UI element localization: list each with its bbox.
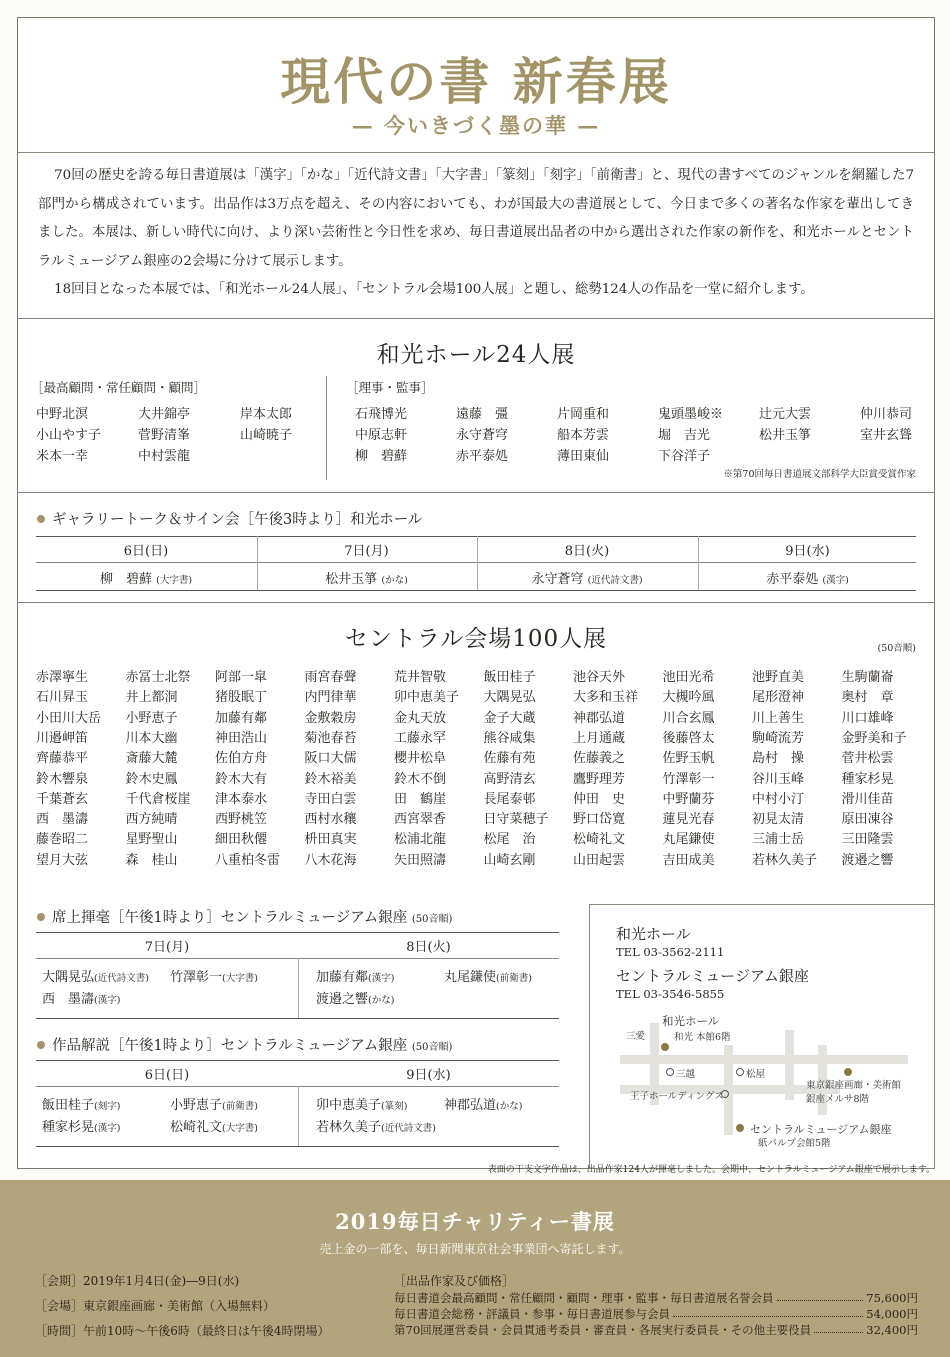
central-name: 千葉蒼玄 bbox=[36, 791, 89, 807]
charity-venue: ［会場］東京銀座画廊・美術館（入場無料） bbox=[35, 1299, 276, 1313]
central-name: 菅井松雲 bbox=[841, 751, 894, 767]
wako-name: 菅野清峯 bbox=[138, 428, 191, 443]
wako-left-group-label: ［最高顧問・常任顧問・顧問］ bbox=[31, 380, 207, 395]
genre-tag: (大字書) bbox=[156, 575, 193, 586]
central-name: 野口岱寛 bbox=[573, 812, 626, 828]
central-name: 若林久美子 bbox=[752, 852, 818, 868]
central-name: 山崎玄剛 bbox=[483, 852, 536, 868]
divider bbox=[36, 1018, 559, 1019]
event-artist bbox=[42, 966, 149, 985]
wako-name: 仲川恭司 bbox=[860, 407, 913, 422]
divider bbox=[36, 562, 916, 563]
gallery-talk-artist bbox=[477, 568, 697, 587]
central-name: 滑川佳苗 bbox=[841, 791, 894, 807]
central-name: 熊谷咸集 bbox=[483, 730, 536, 746]
central-name: 田 鶴崖 bbox=[394, 791, 447, 807]
genre-tag: (かな) bbox=[381, 575, 408, 586]
footnote: 表面の干支文字作品は、出品作家124人が揮毫しました。会期中、セントラルミュージアム銀座で展示します。 bbox=[487, 1165, 935, 1175]
price-value: 54,000円 bbox=[866, 1307, 918, 1321]
central-name: 小田川大岳 bbox=[36, 710, 102, 726]
central-name: 種家杉晃 bbox=[841, 771, 894, 787]
map-label-central-sub: 紙パルプ会館5階 bbox=[758, 1138, 831, 1149]
event-artist bbox=[170, 1094, 258, 1113]
wako-name: 中野北溟 bbox=[36, 407, 89, 422]
central-name: 雨宮春聲 bbox=[304, 670, 357, 685]
event-artist bbox=[170, 966, 258, 985]
artist-name: 飯田桂子 bbox=[42, 1098, 95, 1113]
central-name: 三浦士岳 bbox=[752, 832, 805, 848]
artist-name: 渡邉之響 bbox=[316, 992, 369, 1007]
central-name: 西野桃笠 bbox=[215, 812, 268, 828]
divider bbox=[698, 536, 699, 590]
genre-tag: (前衛書) bbox=[496, 973, 532, 984]
central-name: 生駒蘭崙 bbox=[841, 670, 894, 685]
central-name: 日守菜穂子 bbox=[483, 812, 549, 828]
central-name: 池田光希 bbox=[662, 670, 715, 685]
artist-name: 西 墨濤 bbox=[42, 992, 95, 1007]
bullet-icon bbox=[37, 1041, 45, 1049]
genre-tag: (前衛書) bbox=[222, 1101, 258, 1112]
central-name: 八木花海 bbox=[304, 852, 357, 868]
price-row bbox=[394, 1306, 918, 1322]
event-date: 9日(水) bbox=[406, 1068, 451, 1083]
wako-name: 下谷洋子 bbox=[658, 449, 711, 464]
central-name: 斎藤大麓 bbox=[125, 751, 178, 767]
wako-name: 岸本太郎 bbox=[240, 407, 293, 422]
artist-name: 柳 碧蘚 bbox=[99, 572, 157, 587]
map-label-wako-sub: 和光 本館6階 bbox=[674, 1032, 731, 1043]
map-label-wako: 和光ホール bbox=[662, 1014, 720, 1028]
wako-name: 鬼頭墨峻※ bbox=[658, 407, 724, 422]
central-name: 大多和玉祥 bbox=[573, 690, 639, 706]
central-name: 佐野玉帆 bbox=[662, 751, 715, 767]
artist-name: 赤平泰処 bbox=[766, 572, 823, 587]
central-name: 石川昇玉 bbox=[36, 690, 89, 706]
map-label-matsuya: 松屋 bbox=[746, 1069, 766, 1080]
map-label-tokyo-gallery-sub: 銀座メルサ8階 bbox=[806, 1094, 870, 1105]
genre-tag: (篆刻) bbox=[381, 1101, 408, 1112]
central-name: 赤冨士北祭 bbox=[125, 670, 191, 685]
central-name: 金野美和子 bbox=[841, 730, 907, 746]
genre-tag: (近代詩文書) bbox=[381, 1123, 436, 1134]
genre-tag: (漢字) bbox=[94, 995, 121, 1006]
central-name: 蓮見光春 bbox=[662, 812, 715, 828]
wako-venue-name: 和光ホール bbox=[616, 925, 691, 943]
central-name: 金丸天放 bbox=[394, 710, 447, 726]
kaisetsu-heading-text: 作品解説［午後1時より］セントラルミュージアム銀座 bbox=[52, 1038, 408, 1054]
central-name: 菊池春苔 bbox=[304, 730, 357, 746]
central-name: 川上善生 bbox=[752, 710, 805, 726]
event-artist bbox=[42, 1094, 120, 1113]
event-artist bbox=[316, 966, 394, 985]
central-name: 金敷穀房 bbox=[304, 710, 357, 726]
central-name: 荒井智敬 bbox=[394, 670, 447, 685]
wako-name: 松井玉箏 bbox=[759, 428, 812, 443]
divider bbox=[36, 1146, 559, 1147]
central-name: 鈴木史鳳 bbox=[125, 771, 178, 787]
central-name: 鈴木裕美 bbox=[304, 771, 357, 787]
central-name: 松浦北龍 bbox=[394, 832, 447, 848]
wako-section-title: 和光ホール24人展 bbox=[376, 342, 576, 368]
kaisetsu-order-note: (50音順) bbox=[411, 1042, 453, 1053]
map-label-central: セントラルミュージアム銀座 bbox=[750, 1123, 892, 1136]
map-label-mitsukoshi: 三越 bbox=[676, 1069, 696, 1080]
price-value: 75,600円 bbox=[866, 1291, 918, 1305]
genre-tag: (大字書) bbox=[222, 973, 258, 984]
event-artist bbox=[316, 988, 394, 1007]
gallery-talk-heading-text: ギャラリートーク＆サイン会［午後3時より］和光ホール bbox=[52, 512, 423, 528]
divider bbox=[257, 536, 258, 590]
central-name: 池野直美 bbox=[752, 670, 805, 685]
dot-leader bbox=[777, 1290, 864, 1301]
central-name: 金子大蔵 bbox=[483, 710, 536, 726]
central-name: 上月通蔵 bbox=[573, 730, 626, 746]
price-row bbox=[394, 1290, 918, 1306]
genre-tag: (近代詩文書) bbox=[94, 973, 149, 984]
event-artist bbox=[170, 1116, 258, 1135]
central-name: 西宮翠香 bbox=[394, 812, 447, 828]
wako-name: 永守蒼穹 bbox=[456, 428, 509, 443]
central-order-note: (50音順) bbox=[877, 643, 916, 654]
central-name: 櫻井松阜 bbox=[394, 751, 447, 767]
price-label: 毎日書道会最高顧問・常任顧問・顧問・理事・監事・毎日書道展名誉会員 bbox=[394, 1291, 774, 1305]
central-name: 森 桂山 bbox=[125, 852, 178, 868]
central-name: 西方純晴 bbox=[125, 812, 178, 828]
price-label: 第70回展運営委員・会員貫通考委員・審査員・各展実行委員長・その他主要役員 bbox=[394, 1323, 812, 1337]
gallery-talk-date: 8日(火) bbox=[564, 544, 610, 559]
event-artist bbox=[42, 1116, 120, 1135]
central-name: 川本大幽 bbox=[125, 730, 178, 746]
divider bbox=[477, 536, 478, 590]
wako-name: 大井錦亭 bbox=[138, 407, 191, 422]
central-name: 井上都洞 bbox=[125, 690, 178, 706]
central-name: 津本泰水 bbox=[215, 791, 268, 807]
wako-name: 中村雲龍 bbox=[138, 449, 191, 464]
genre-tag: (近代詩文書) bbox=[587, 575, 643, 586]
page-title: 現代の書 新春展 bbox=[280, 52, 672, 111]
central-name: 千代倉桜崖 bbox=[125, 791, 191, 807]
artist-name: 若林久美子 bbox=[316, 1120, 382, 1135]
central-name: 鈴木響泉 bbox=[36, 771, 89, 787]
central-name: 内門律華 bbox=[304, 690, 357, 706]
gallery-talk-artist bbox=[36, 568, 256, 587]
divider bbox=[36, 536, 916, 537]
event-artist bbox=[444, 966, 532, 985]
genre-tag: (かな) bbox=[496, 1101, 523, 1112]
gallery-talk-date: 6日(日) bbox=[123, 544, 169, 559]
central-name: 藤巻昭二 bbox=[36, 832, 89, 848]
central-name: 川合玄鳳 bbox=[662, 710, 715, 726]
charity-band bbox=[0, 1180, 950, 1357]
central-name: 望月大弦 bbox=[36, 852, 89, 868]
central-name: 鷹野理芳 bbox=[573, 771, 626, 787]
kaisetsu-heading bbox=[37, 1034, 452, 1055]
central-name: 矢田照濤 bbox=[394, 852, 447, 868]
artist-name: 加藤有鄰 bbox=[316, 970, 369, 985]
central-name: 小野恵子 bbox=[125, 710, 178, 726]
central-name: 高野清玄 bbox=[483, 771, 536, 787]
central-name: 山田起雲 bbox=[573, 852, 626, 868]
genre-tag: (かな) bbox=[368, 995, 395, 1006]
charity-subtitle: 売上金の一部を、毎日新聞東京社会事業団へ寄託します。 bbox=[319, 1242, 631, 1256]
central-name: 飯田桂子 bbox=[483, 670, 536, 685]
genre-tag: (漢字) bbox=[94, 1123, 121, 1134]
intro-text bbox=[38, 162, 914, 305]
artist-name: 永守蒼穹 bbox=[531, 572, 588, 587]
central-name: 奥村 章 bbox=[841, 690, 894, 706]
seki-heading bbox=[37, 906, 452, 927]
genre-tag: (大字書) bbox=[222, 1123, 258, 1134]
divider bbox=[18, 152, 934, 153]
artist-name: 松崎礼文 bbox=[170, 1120, 223, 1135]
event-date: 7日(月) bbox=[144, 940, 190, 955]
artist-name: 松井玉箏 bbox=[325, 572, 382, 587]
central-name: 松崎礼文 bbox=[573, 832, 626, 848]
central-name: 吉田成美 bbox=[662, 852, 715, 868]
central-name: 赤澤寧生 bbox=[36, 670, 89, 685]
central-section-title: セントラル会場100人展 bbox=[344, 626, 608, 652]
map-label-tokyo-gallery: 東京銀座画廊・美術館 bbox=[806, 1080, 902, 1091]
central-name: 長尾泰邨 bbox=[483, 791, 536, 807]
charity-period: ［会期］2019年1月4日(金)―9日(水) bbox=[35, 1274, 240, 1288]
central-name: 星野聖山 bbox=[125, 832, 178, 848]
divider bbox=[298, 958, 299, 1018]
bullet-icon bbox=[37, 913, 45, 921]
genre-tag: (刻字) bbox=[94, 1101, 121, 1112]
gallery-talk-artist bbox=[257, 568, 477, 587]
artist-name: 卯中恵美子 bbox=[316, 1098, 382, 1113]
central-name: 齊藤恭平 bbox=[36, 751, 89, 767]
wako-name: 片岡重和 bbox=[557, 407, 610, 422]
central-name: 竹澤彰一 bbox=[662, 771, 715, 787]
divider bbox=[18, 602, 934, 603]
central-name: 神田浩山 bbox=[215, 730, 268, 746]
central-name: 阿部一皐 bbox=[215, 670, 268, 685]
wako-name: 山崎暁子 bbox=[240, 428, 293, 443]
wako-name: 石飛博光 bbox=[355, 407, 408, 422]
central-name: 大隅晃弘 bbox=[483, 690, 536, 706]
central-name: 初見太清 bbox=[752, 812, 805, 828]
central-name: 川口雄峰 bbox=[841, 710, 894, 726]
venue-info-box bbox=[589, 904, 935, 1169]
central-name: 尾形澄神 bbox=[752, 690, 805, 706]
central-name: 佐藤義之 bbox=[573, 751, 626, 767]
wako-name: 米本一幸 bbox=[36, 449, 89, 464]
genre-tag: (漢字) bbox=[368, 973, 395, 984]
central-name: 池谷天外 bbox=[573, 670, 626, 685]
central-name: 中村小汀 bbox=[752, 791, 805, 807]
wako-name: 堀 吉光 bbox=[658, 428, 711, 443]
wako-name: 遠藤 彊 bbox=[456, 407, 509, 422]
central-name: 川邉岬笛 bbox=[36, 730, 89, 746]
wako-name: 船本芳雲 bbox=[557, 428, 610, 443]
event-date: 8日(火) bbox=[406, 940, 451, 955]
page-subtitle: — 今いきづく墨の華 — bbox=[351, 113, 601, 138]
intro-paragraph-2: 18回目となった本展では、「和光ホール24人展」、「セントラル会場100人展」と題し、総勢124人の作品を一堂に紹介します。 bbox=[54, 282, 814, 298]
event-artist bbox=[444, 1094, 522, 1113]
artist-name: 丸尾鎌使 bbox=[444, 970, 497, 985]
central-name: 丸尾鎌使 bbox=[662, 832, 715, 848]
central-name: 神郡弘道 bbox=[573, 710, 626, 726]
central-name: 加藤有鄰 bbox=[215, 710, 268, 726]
central-name: 西村水穰 bbox=[304, 812, 357, 828]
wako-name: 柳 碧蘚 bbox=[355, 449, 408, 464]
central-name: 細田秋僊 bbox=[215, 832, 268, 848]
gallery-talk-heading bbox=[37, 508, 422, 529]
central-name: 佐藤有苑 bbox=[483, 751, 536, 767]
price-label: 毎日書道会総務・評議員・参事・毎日書道展参与会員 bbox=[394, 1307, 670, 1321]
divider bbox=[18, 318, 934, 319]
price-value: 32,400円 bbox=[866, 1323, 918, 1337]
central-name: 原田凍谷 bbox=[841, 812, 894, 828]
central-name: 渡邉之響 bbox=[841, 852, 894, 868]
central-name: 八重柏冬雷 bbox=[215, 852, 281, 868]
central-name: 寺田白雲 bbox=[304, 791, 357, 807]
divider bbox=[326, 376, 327, 480]
central-name: 猪股眠丁 bbox=[215, 690, 268, 706]
price-row bbox=[394, 1322, 918, 1338]
event-date: 6日(日) bbox=[144, 1068, 190, 1083]
event-artist bbox=[316, 1094, 407, 1113]
central-name: 大槻吟風 bbox=[662, 690, 715, 706]
central-name: 佐伯方舟 bbox=[215, 751, 268, 767]
artist-name: 大隅晃弘 bbox=[42, 970, 95, 985]
central-name: 枡田真実 bbox=[304, 832, 357, 848]
genre-tag: (漢字) bbox=[822, 575, 849, 586]
central-name: 仲田 史 bbox=[573, 791, 626, 807]
artist-name: 小野恵子 bbox=[170, 1098, 223, 1113]
event-artist bbox=[42, 988, 120, 1007]
central-venue-tel: TEL 03-3546-5855 bbox=[616, 987, 725, 1001]
wako-name: 薄田東仙 bbox=[557, 449, 610, 464]
wako-name: 小山やす子 bbox=[36, 428, 102, 443]
divider bbox=[36, 1060, 559, 1061]
gallery-talk-date: 7日(月) bbox=[344, 544, 389, 559]
central-name: 三田隆雲 bbox=[841, 832, 894, 848]
charity-price-label: ［出品作家及び価格］ bbox=[394, 1274, 515, 1288]
seki-heading-text: 席上揮毫［午後1時より］セントラルミュージアム銀座 bbox=[52, 910, 408, 926]
central-name: 松尾 治 bbox=[483, 832, 536, 848]
event-artist bbox=[316, 1116, 436, 1135]
intro-paragraph-1: 70回の歴史を誇る毎日書道展は「漢字」「かな」「近代詩文書」「大字書」「篆刻」「刻字」「前衛書」と、現代の書すべてのジャンルを網羅した7部門から構成されています。出品作は3万点を超え、その内容においても、わが国最大の書道展として、今日まで多くの著名な作家を輩出してきました。本展は、新しい時代に向け、より深い芸術性と今日性を求め、毎日書道展出品者の中から選出された作家の新作を、和光ホールとセントラルミュージアム銀座の2会場に分けて展示します。 bbox=[38, 168, 914, 269]
map-label-sanai: 三愛 bbox=[626, 1031, 646, 1042]
seki-order-note: (50音順) bbox=[411, 914, 453, 925]
wako-venue-tel: TEL 03-3562-2111 bbox=[616, 945, 725, 959]
charity-hours: ［時間］午前10時～午後6時（最終日は午後4時閉場） bbox=[35, 1324, 330, 1338]
central-name: 工藤永罕 bbox=[394, 730, 447, 746]
central-name: 駒崎流芳 bbox=[752, 730, 805, 746]
wako-name: 赤平泰処 bbox=[456, 449, 509, 464]
dot-leader bbox=[673, 1306, 863, 1317]
bullet-icon bbox=[37, 515, 45, 523]
artist-name: 種家杉晃 bbox=[42, 1120, 95, 1135]
central-name: 中野蘭芬 bbox=[662, 791, 715, 807]
central-name: 鈴木不倒 bbox=[394, 771, 447, 787]
dot-leader bbox=[814, 1322, 863, 1333]
central-name: 西 墨濤 bbox=[36, 812, 89, 828]
wako-right-group-label: ［理事・監事］ bbox=[346, 380, 434, 395]
gallery-talk-artist bbox=[698, 568, 918, 587]
central-name: 鈴木大有 bbox=[215, 771, 268, 787]
wako-note: ※第70回毎日書道展文部科学大臣賞受賞作家 bbox=[723, 469, 916, 480]
map-label-oji: 王子ホールディングス bbox=[630, 1091, 724, 1102]
divider bbox=[298, 1086, 299, 1146]
wako-name: 辻元大雲 bbox=[759, 407, 812, 422]
wako-name: 中原志軒 bbox=[355, 428, 408, 443]
divider bbox=[18, 492, 934, 493]
artist-name: 神郡弘道 bbox=[444, 1098, 497, 1113]
charity-title: 2019毎日チャリティー書展 bbox=[335, 1209, 615, 1234]
central-name: 後藤啓太 bbox=[662, 730, 715, 746]
wako-name: 室井玄聳 bbox=[860, 428, 913, 443]
divider bbox=[36, 932, 559, 933]
central-name: 阪口大儒 bbox=[304, 751, 357, 767]
artist-name: 竹澤彰一 bbox=[170, 970, 223, 985]
central-name: 谷川玉峰 bbox=[752, 771, 805, 787]
divider bbox=[36, 590, 916, 591]
central-venue-name: セントラルミュージアム銀座 bbox=[616, 967, 809, 985]
central-name: 島村 操 bbox=[752, 751, 805, 767]
central-name: 卯中恵美子 bbox=[394, 690, 460, 706]
gallery-talk-date: 9日(水) bbox=[785, 544, 830, 559]
